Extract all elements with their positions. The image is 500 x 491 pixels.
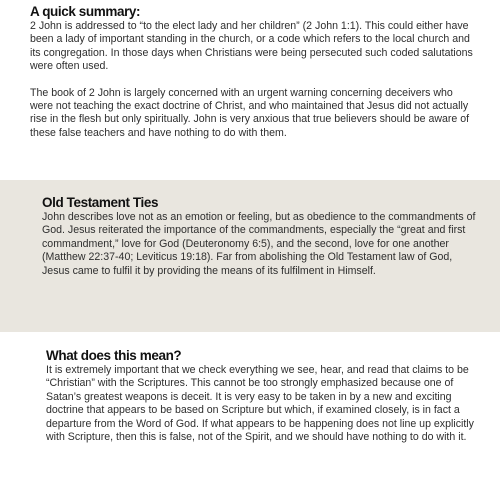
summary-section — [0, 0, 500, 180]
summary-heading: A quick summary: — [30, 4, 141, 19]
meaning-paragraph: It is extremely important that we check everything we see, hear, and read that claims to be “Christian” with the Scriptures. This cannot be too strongly emphasized because one of Satan’s greatest weapons is deceit. It is very easy to be taken in by a new and exciting doctrine that appears to be based on Scripture but which, if examined closely, is in fact a departure from the Word of God. If what appears to be happening does not line up explicitly with Scripture, then this is false, not of the Spirit, and we should have nothing to do with it. — [46, 364, 474, 444]
summary-paragraph-2: The book of 2 John is largely concerned with an urgent warning concerning deceivers who were not teaching the exact doctrine of Christ, and who maintained that Jesus did not actually rise in the flesh but only spiritually. John is very anxious that true believers should be aware of these false teachers and have nothing to do with them. — [30, 86, 470, 139]
meaning-section — [0, 332, 500, 491]
old-testament-paragraph: John describes love not as an emotion or feeling, but as obedience to the commandments of God. Jesus reiterated the importance of the commandments, especially the “great and first commandment,” love for God (Deuteronomy 6:5), and the second, love for one another (Matthew 22:37-40; Leviticus 19:18). Far from abolishing the Old Testament law of God, Jesus came to fulfil it by providing the means of its fulfilment in Himself. — [42, 211, 476, 277]
old-testament-section — [0, 180, 500, 332]
summary-paragraph-1: 2 John is addressed to “to the elect lady and her children” (2 John 1:1). This could either have been a lady of important standing in the church, or a code which refers to the local church and its congregation. In those days when Christians were being persecuted such coded salutations were often used. — [30, 20, 473, 73]
old-testament-heading: Old Testament Ties — [42, 195, 159, 210]
meaning-heading: What does this mean? — [46, 348, 182, 363]
